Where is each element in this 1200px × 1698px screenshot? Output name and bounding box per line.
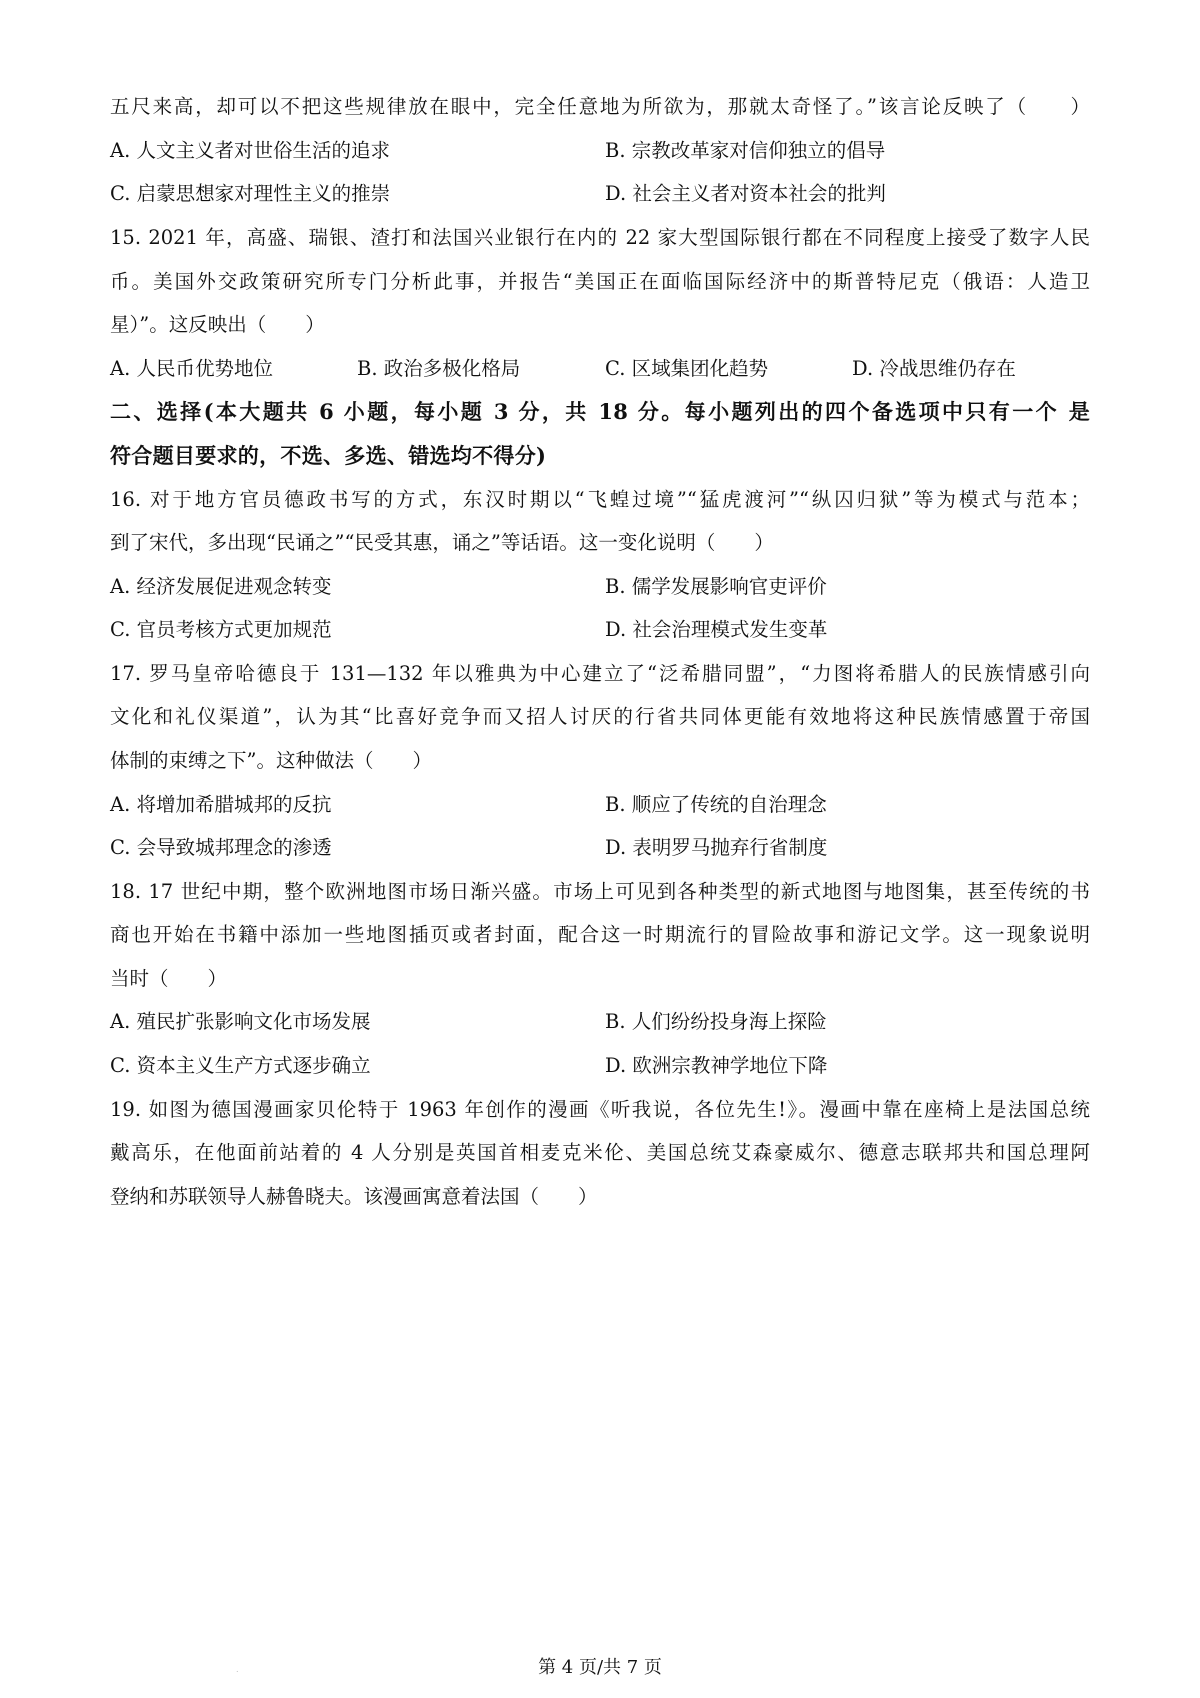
q18-option-c[interactable]: C. 资本主义生产方式逐步确立 (110, 1054, 371, 1077)
q18-options-row-2 (110, 1051, 1090, 1081)
q15-option-c[interactable]: C. 区域集团化趋势 (605, 357, 769, 380)
q18-stem-line-3: 当时（ ） (110, 967, 228, 990)
q16-stem-line-2: 到了宋代，多出现“民诵之”“民受其惠，诵之”等话语。这一变化说明（ ） (110, 531, 774, 554)
q16-option-d[interactable]: D. 社会治理模式发生变革 (605, 618, 828, 641)
q16-option-c[interactable]: C. 官员考核方式更加规范 (110, 618, 332, 641)
q17-options-row-1 (110, 790, 1090, 820)
scan-mark: . (236, 1665, 239, 1674)
q16-option-a[interactable]: A. 经济发展促进观念转变 (110, 575, 332, 598)
q18-option-a[interactable]: A. 殖民扩张影响文化市场发展 (110, 1010, 371, 1033)
q18-options-row-1 (110, 1007, 1090, 1037)
q16-option-b[interactable]: B. 儒学发展影响官吏评价 (605, 575, 827, 598)
q14-option-a[interactable]: A. 人文主义者对世俗生活的追求 (110, 139, 390, 162)
q15-option-a[interactable]: A. 人民币优势地位 (110, 357, 273, 380)
section-heading-line-1: 二、选择(本大题共 6 小题，每小题 3 分，共 18 分。每小题列出的四个备选项中只有一个 是 (110, 399, 1090, 424)
q17-stem-line-1: 17. 罗马皇帝哈德良于 131—132 年以雅典为中心建立了“泛希腊同盟”，“力图将希腊人的民族情感引向 (110, 662, 1090, 685)
q15-option-b[interactable]: B. 政治多极化格局 (357, 357, 521, 380)
q15-options-row (110, 354, 1090, 384)
q17-options-row-2 (110, 833, 1090, 863)
q16-stem-line-1: 16. 对于地方官员德政书写的方式，东汉时期以“飞蝗过境”“猛虎渡河”“纵囚归狱”等为模式与范本； (110, 488, 1090, 511)
q17-option-c[interactable]: C. 会导致城邦理念的渗透 (110, 836, 332, 859)
q17-option-b[interactable]: B. 顺应了传统的自治理念 (605, 793, 827, 816)
q18-option-b[interactable]: B. 人们纷纷投身海上探险 (605, 1010, 827, 1033)
section-heading-line-2: 符合题目要求的，不选、多选、错选均不得分) (110, 443, 547, 468)
q15-option-d[interactable]: D. 冷战思维仍存在 (852, 357, 1016, 380)
q14-option-b[interactable]: B. 宗教改革家对信仰独立的倡导 (605, 139, 886, 162)
q19-stem-line-1: 19. 如图为德国漫画家贝伦特于 1963 年创作的漫画《听我说，各位先生!》。漫画中靠在座椅上是法国总统 (110, 1098, 1090, 1121)
q15-stem-line-1: 15. 2021 年，高盛、瑞银、渣打和法国兴业银行在内的 22 家大型国际银行都在不同程度上接受了数字人民 (110, 226, 1090, 249)
q18-stem-line-2: 商也开始在书籍中添加一些地图插页或者封面，配合这一时期流行的冒险故事和游记文学。这一现象说明 (110, 923, 1090, 946)
q19-stem-line-3: 登纳和苏联领导人赫鲁晓夫。该漫画寓意着法国（ ） (110, 1185, 598, 1208)
q14-option-c[interactable]: C. 启蒙思想家对理性主义的推崇 (110, 182, 391, 205)
q14-options-row-2 (110, 179, 1090, 209)
q18-stem-line-1: 18. 17 世纪中期，整个欧洲地图市场日渐兴盛。市场上可见到各种类型的新式地图与地图集，甚至传统的书 (110, 880, 1090, 903)
q14-stem-line: 五尺来高，却可以不把这些规律放在眼中，完全任意地为所欲为，那就太奇怪了。”该言论反映了（ ） (110, 95, 1090, 118)
q14-option-d[interactable]: D. 社会主义者对资本社会的批判 (605, 182, 886, 205)
q17-option-a[interactable]: A. 将增加希腊城邦的反抗 (110, 793, 332, 816)
q15-stem-line-2: 币。美国外交政策研究所专门分析此事，并报告“美国正在面临国际经济中的斯普特尼克（俄语：人造卫 (110, 270, 1090, 293)
q15-stem-line-3: 星）”。这反映出（ ） (110, 313, 325, 336)
q14-options-row-1 (110, 136, 1090, 166)
q17-option-d[interactable]: D. 表明罗马抛弃行省制度 (605, 836, 828, 859)
q17-stem-line-2: 文化和礼仪渠道”，认为其“比喜好竞争而又招人讨厌的行省共同体更能有效地将这种民族情感置于帝国 (110, 705, 1090, 728)
page-footer: 第 4 页/共 7 页 (538, 1657, 662, 1678)
q16-options-row-1 (110, 572, 1090, 602)
q19-stem-line-2: 戴高乐，在他面前站着的 4 人分别是英国首相麦克米伦、美国总统艾森豪威尔、德意志联邦共和国总理阿 (110, 1141, 1090, 1164)
q18-option-d[interactable]: D. 欧洲宗教神学地位下降 (605, 1054, 828, 1077)
q16-options-row-2 (110, 615, 1090, 645)
q17-stem-line-3: 体制的束缚之下”。这种做法（ ） (110, 749, 432, 772)
